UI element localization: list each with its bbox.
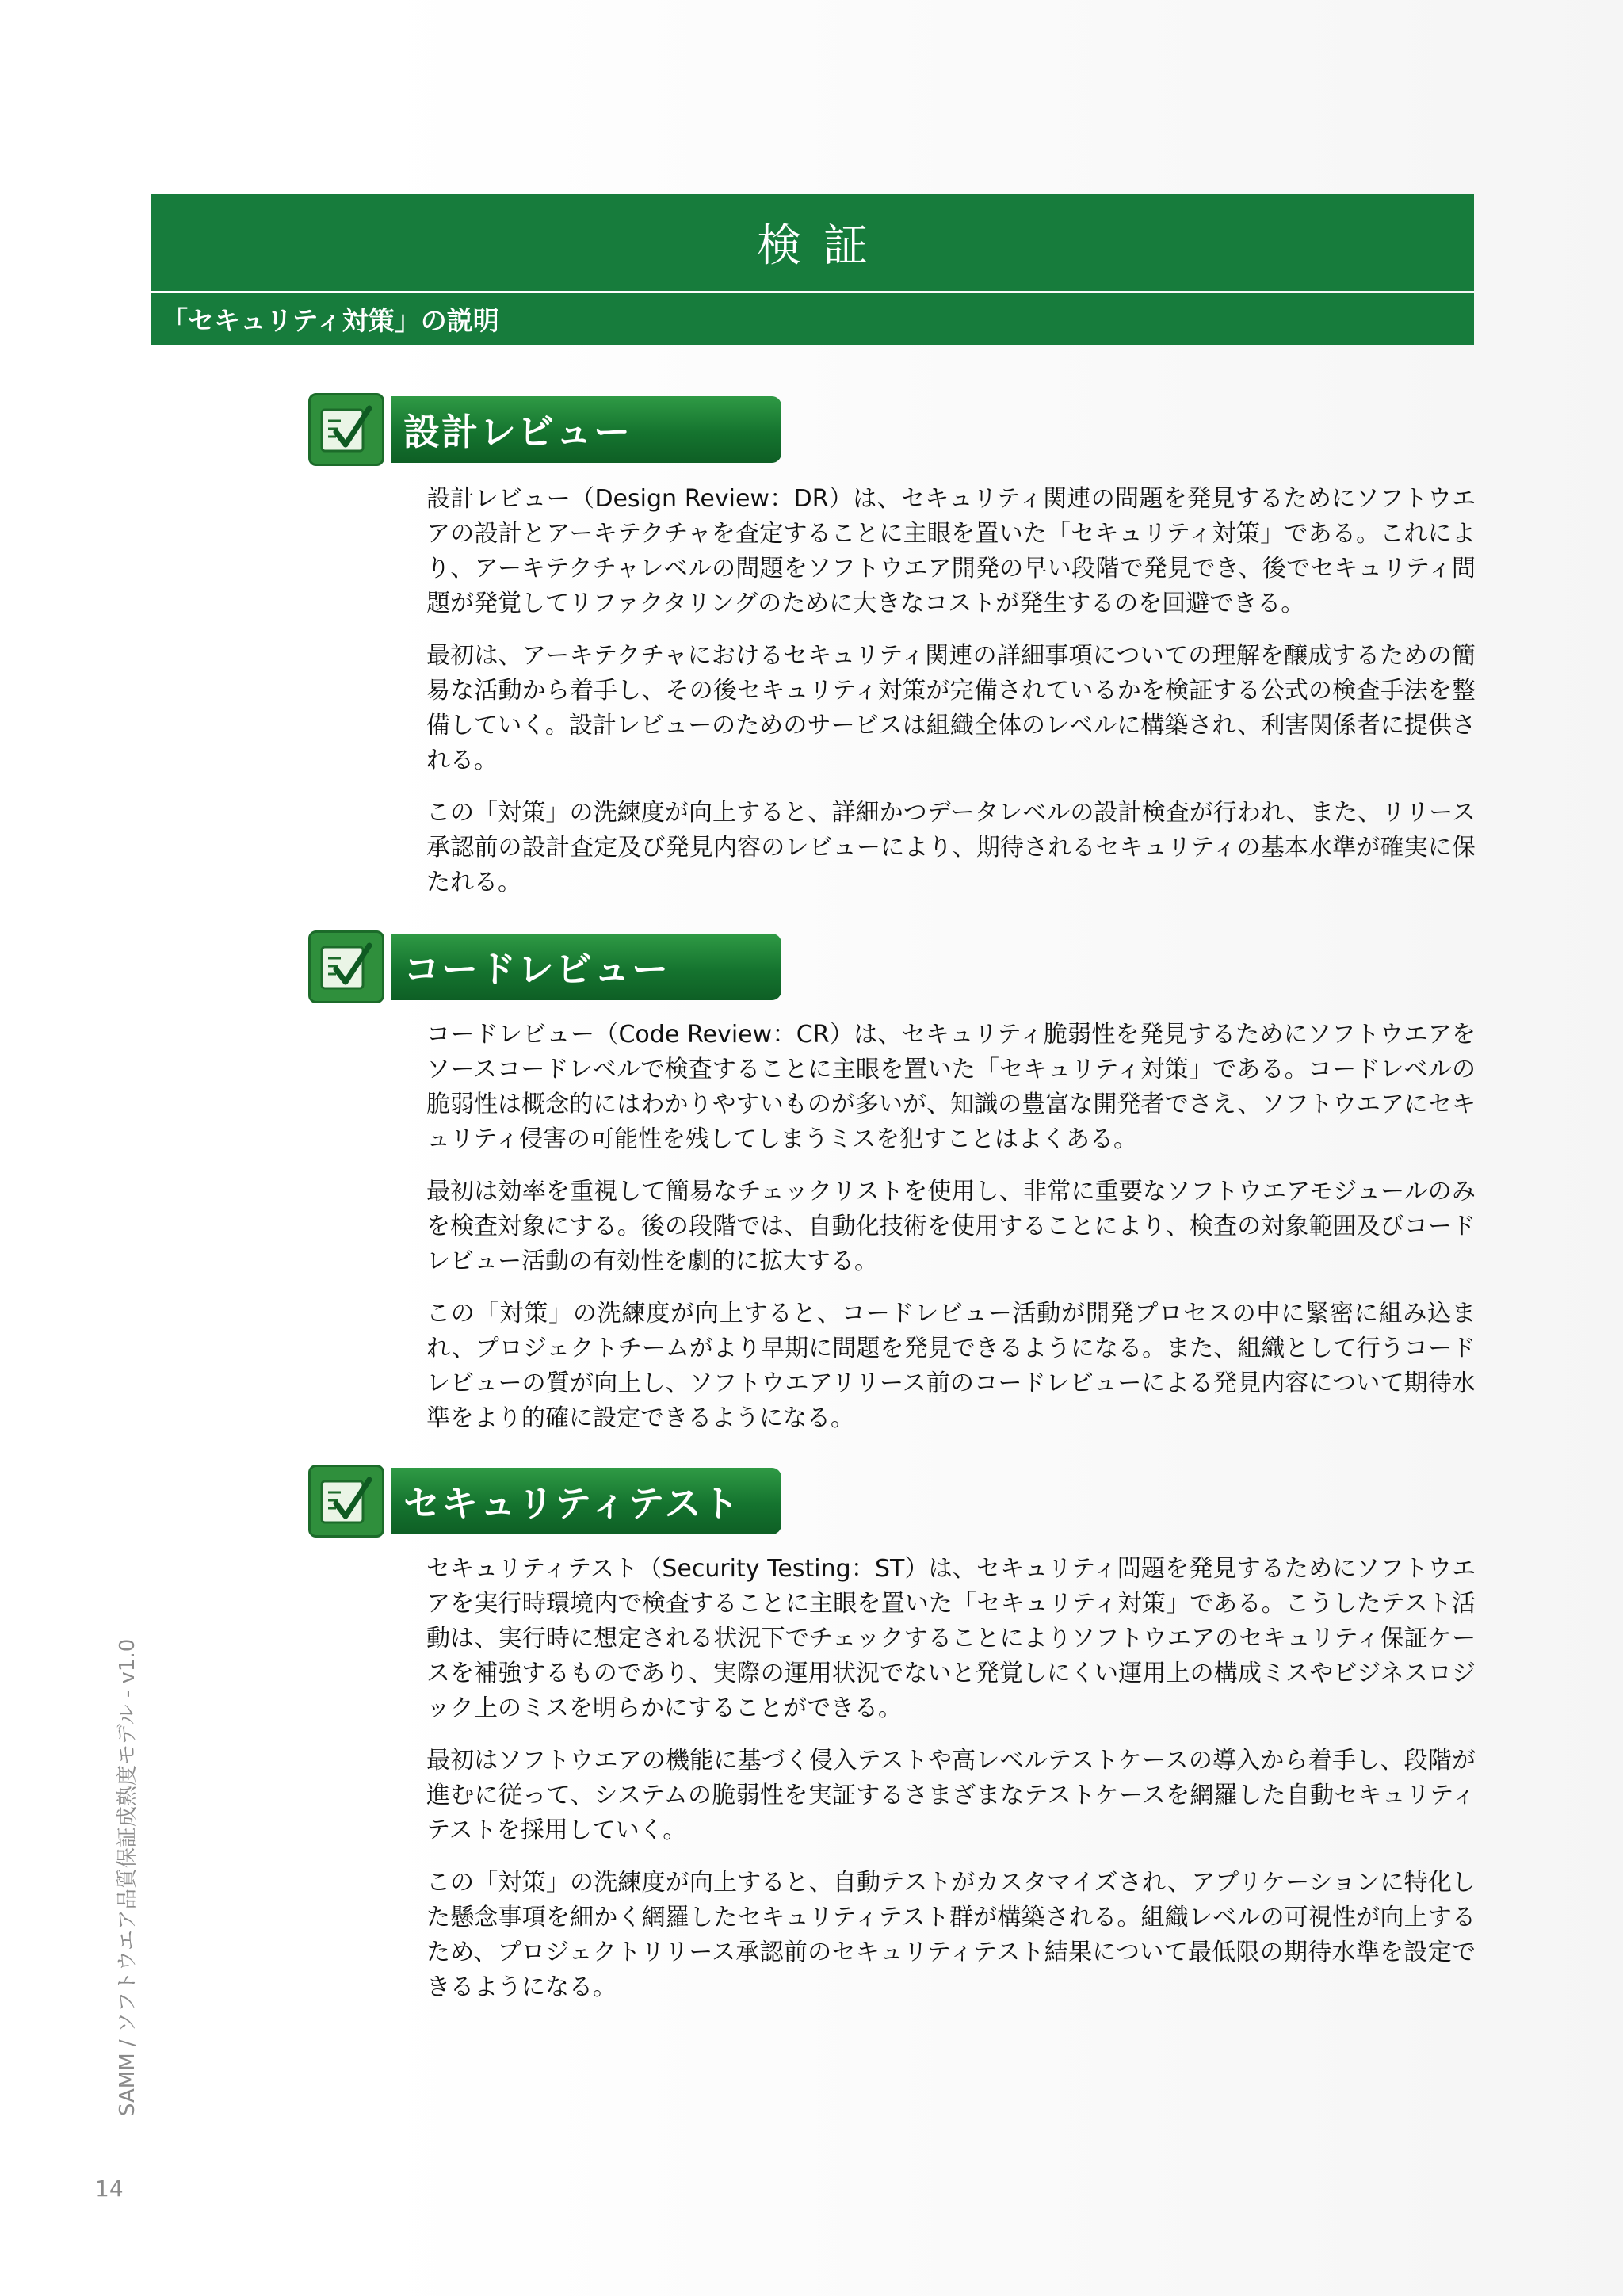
document-side-label: SAMM / ソフトウエア品質保証成熟度モデル - v1.0 <box>116 1638 139 2116</box>
section-heading-text: コードレビュー <box>403 948 670 991</box>
paragraph: 設計レビュー（Design Review：DR）は、セキュリティ関連の問題を発見するためにソフトウエアの設計とアーキテクチャを査定することに主眼を置いた「セキュリティ対策」である。これにより、アーキテクチャレベルの問題をソフトウエア開発の早い段階で発見でき、後でセキュリティ問題が発覚してリファクタリングのために大きなコストが発生するのを回避できる。 <box>426 485 1476 617</box>
section-body-code-review <box>426 1018 1476 1454</box>
paragraph: セキュリティテスト（Security Testing：ST）は、セキュリティ問題を発見するためにソフトウエアを実行時環境内で検査することに主眼を置いた「セキュリティ対策」である。こうしたテスト活動は、実行時に想定される状況下でチェックすることによりソフトウエアのセキュリティ保証ケースを補強するものであり、実際の運用状況でないと発覚しにくい運用上の構成ミスやビジネスロジック上のミスを明らかにすることができる。 <box>426 1555 1476 1722</box>
paragraph: 最初はソフトウエアの機能に基づく侵入テストや高レベルテストケースの導入から着手し、段階が進むに従って、システムの脆弱性を実証するさまざまなテストケースを網羅した自動セキュリティテストを採用していく。 <box>426 1747 1476 1844</box>
checkbox-checked-icon <box>308 930 384 1003</box>
section-body-security-testing <box>426 1552 1476 2023</box>
paragraph: コードレビュー（Code Review：CR）は、セキュリティ脆弱性を発見するためにソフトウエアをソースコードレベルで検査することに主眼を置いた「セキュリティ対策」である。コードレベルの脆弱性は概念的にはわかりやすいものが多いが、知識の豊富な開発者でさえ、ソフトウエアにセキュリティ侵害の可能性を残してしまうミスを犯すことはよくある。 <box>426 1021 1476 1153</box>
section-heading-text: セキュリティテスト <box>403 1482 741 1525</box>
page-subtitle: 「セキュリティ対策」の説明 <box>162 305 499 336</box>
paragraph: 最初は、アーキテクチャにおけるセキュリティ関連の詳細事項についての理解を醸成するための簡易な活動から着手し、その後セキュリティ対策が完備されているかを検証する公式の検査手法を整備していく。設計レビューのためのサービスは組織全体のレベルに構築され、利害関係者に提供される。 <box>426 642 1476 774</box>
header-band <box>151 194 1474 291</box>
section-heading-text: 設計レビュー <box>403 411 632 453</box>
section-heading-bar <box>391 1468 781 1534</box>
checkbox-checked-icon <box>308 393 384 466</box>
paragraph: この「対策」の洗練度が向上すると、コードレビュー活動が開発プロセスの中に緊密に組み込まれ、プロジェクトチームがより早期に問題を発見できるようになる。また、組織として行うコードレビューの質が向上し、ソフトウエアリリース前のコードレビューによる発見内容について期待水準をより的確に設定できるようになる。 <box>426 1300 1476 1432</box>
subtitle-band <box>151 293 1474 345</box>
paragraph: この「対策」の洗練度が向上すると、詳細かつデータレベルの設計検査が行われ、また、リリース承認前の設計査定及び発見内容のレビューにより、期待されるセキュリティの基本水準が確実に保たれる。 <box>426 799 1476 896</box>
section-heading-design-review <box>308 390 781 469</box>
paragraph: この「対策」の洗練度が向上すると、自動テストがカスタマイズされ、アプリケーションに特化した懸念事項を細かく網羅したセキュリティテスト群が構築される。組織レベルの可視性が向上するため、プロジェクトリリース承認前のセキュリティテスト結果について最低限の期待水準を設定できるようになる。 <box>426 1869 1476 2001</box>
section-body-design-review <box>426 482 1476 918</box>
page-number: 14 <box>95 2176 124 2202</box>
section-heading-bar <box>391 396 781 463</box>
section-heading-security-testing <box>308 1461 781 1541</box>
paragraph: 最初は効率を重視して簡易なチェックリストを使用し、非常に重要なソフトウエアモジュールのみを検査対象にする。後の段階では、自動化技術を使用することにより、検査の対象範囲及びコードレビュー活動の有効性を劇的に拡大する。 <box>426 1178 1476 1275</box>
page-title: 検証 <box>757 220 890 272</box>
section-heading-bar <box>391 934 781 1000</box>
section-heading-code-review <box>308 927 781 1007</box>
checkbox-checked-icon <box>308 1465 384 1538</box>
